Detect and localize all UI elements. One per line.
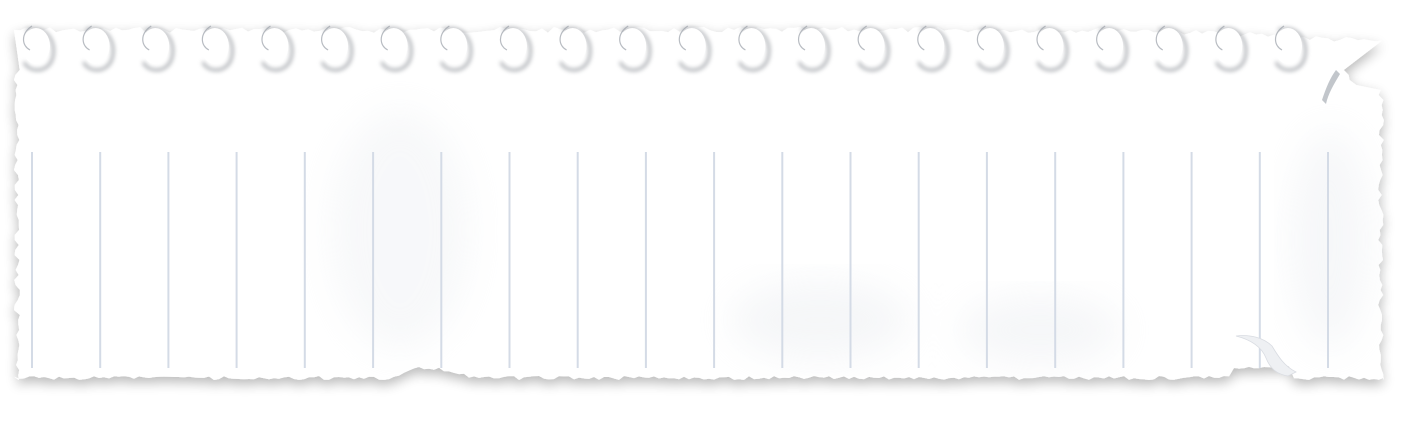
hole-cutout [976,28,1004,64]
hole-cutout [380,28,408,64]
shading-blob [960,295,1120,365]
hole-cutout [678,28,706,64]
hole-cutout [1274,28,1302,64]
hole-cutout [1095,28,1123,64]
hole-cutout [857,28,885,64]
hole-cutout [22,28,50,64]
hole-cutout [201,28,229,64]
hole-cutout [1036,28,1064,64]
hole-cutout [320,28,348,64]
hole-cutout [82,28,110,64]
shading-blob [1290,130,1370,350]
paper-body [14,27,1384,380]
hole-cutout [559,28,587,64]
hole-cutout [916,28,944,64]
hole-cutout [260,28,288,64]
hole-cutout [141,28,169,64]
paper-sheet [14,27,1384,380]
hole-cutout [797,28,825,64]
shading-blob [330,110,470,350]
hole-cutout [737,28,765,64]
shading-blob [730,280,910,360]
hole-cutout [499,28,527,64]
hole-cutout [439,28,467,64]
hole-cutout [1214,28,1242,64]
hole-cutout [1155,28,1183,64]
hole-cutout [618,28,646,64]
